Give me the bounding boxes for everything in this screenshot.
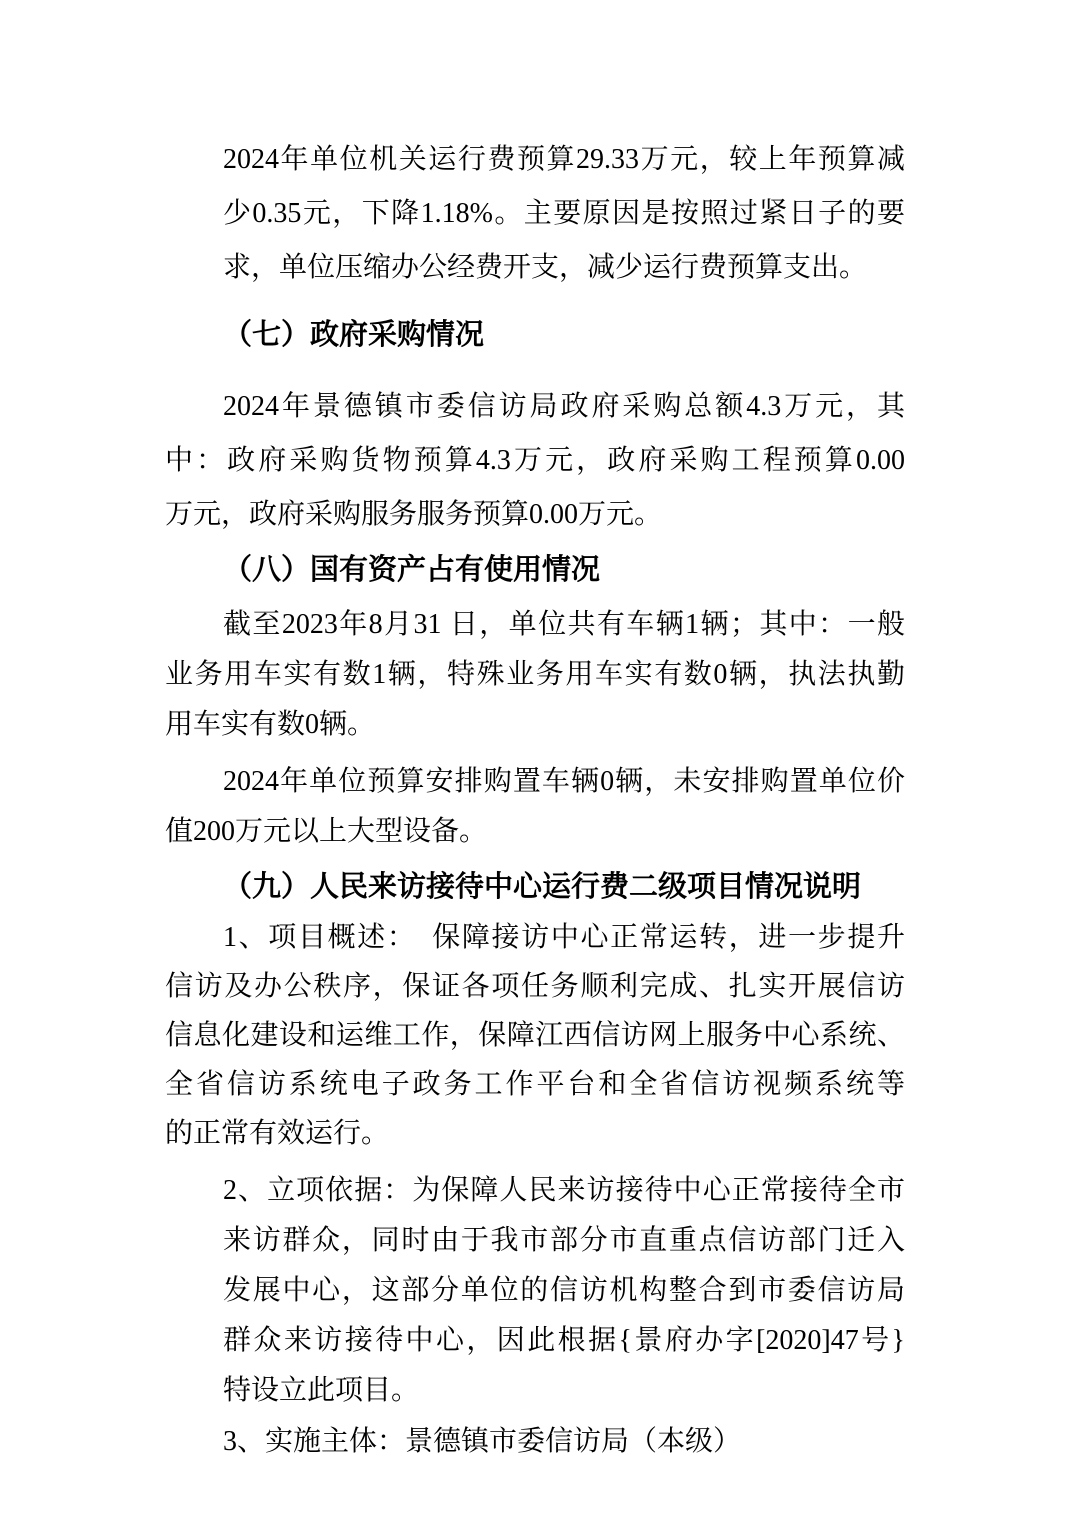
section-heading-state-assets: （八）国有资产占有使用情况 (223, 554, 601, 586)
paragraph-procurement (165, 380, 905, 542)
text-line: 2、立项依据：为保障人民来访接待中心正常接待全市 (223, 1175, 905, 1206)
text-line: 2024年单位机关运行费预算29.33万元，较上年预算减 (223, 144, 905, 175)
text-line: 1、项目概述： 保障接访中心正常运转，进一步提升 (223, 922, 905, 953)
text-line: 用车实有数0辆。 (165, 709, 376, 740)
text-line: 值200万元以上大型设备。 (165, 816, 488, 847)
text-line: 万元，政府采购服务服务预算0.00万元。 (165, 499, 663, 530)
text-line: 3、实施主体：景德镇市委信访局（本级） (223, 1426, 742, 1457)
paragraph-assets-vehicles (165, 600, 905, 750)
text-line: 少0.35元，下降1.18%。主要原因是按照过紧日子的要 (223, 198, 905, 229)
text-line: 信息化建设和运维工作，保障江西信访网上服务中心系统、 (165, 1020, 905, 1051)
text-line: 中：政府采购货物预算4.3万元，政府采购工程预算0.00 (165, 445, 905, 476)
section-heading-reception-center-project: （九）人民来访接待中心运行费二级项目情况说明 (223, 871, 862, 903)
paragraph-operating-costs (223, 133, 905, 295)
paragraph-project-basis (223, 1166, 905, 1416)
text-line: 发展中心，这部分单位的信访机构整合到市委信访局 (223, 1275, 905, 1306)
text-line: 业务用车实有数1辆，特殊业务用车实有数0辆，执法执勤 (165, 659, 905, 690)
section-heading-government-procurement: （七）政府采购情况 (223, 319, 485, 351)
text-line: 群众来访接待中心，因此根据{景府办字[2020]47号} (223, 1325, 905, 1356)
text-line: 来访群众，同时由于我市部分市直重点信访部门迁入 (223, 1225, 905, 1256)
text-line: 信访及办公秩序，保证各项任务顺利完成、扎实开展信访 (165, 971, 905, 1002)
text-line: 截至2023年8月31 日，单位共有车辆1辆；其中：一般 (223, 609, 905, 640)
text-line: 特设立此项目。 (223, 1375, 420, 1406)
paragraph-assets-budget (165, 757, 905, 857)
text-line: 2024年单位预算安排购置车辆0辆，未安排购置单位价 (223, 766, 905, 797)
text-line: 2024年景德镇市委信访局政府采购总额4.3万元，其 (223, 391, 905, 422)
paragraph-project-overview (165, 913, 905, 1158)
paragraph-project-entity (223, 1417, 905, 1467)
document-content (165, 133, 905, 1467)
text-line: 全省信访系统电子政务工作平台和全省信访视频系统等 (165, 1069, 905, 1100)
text-line: 求，单位压缩办公经费开支，减少运行费预算支出。 (223, 252, 868, 283)
text-line: 的正常有效运行。 (165, 1118, 390, 1149)
